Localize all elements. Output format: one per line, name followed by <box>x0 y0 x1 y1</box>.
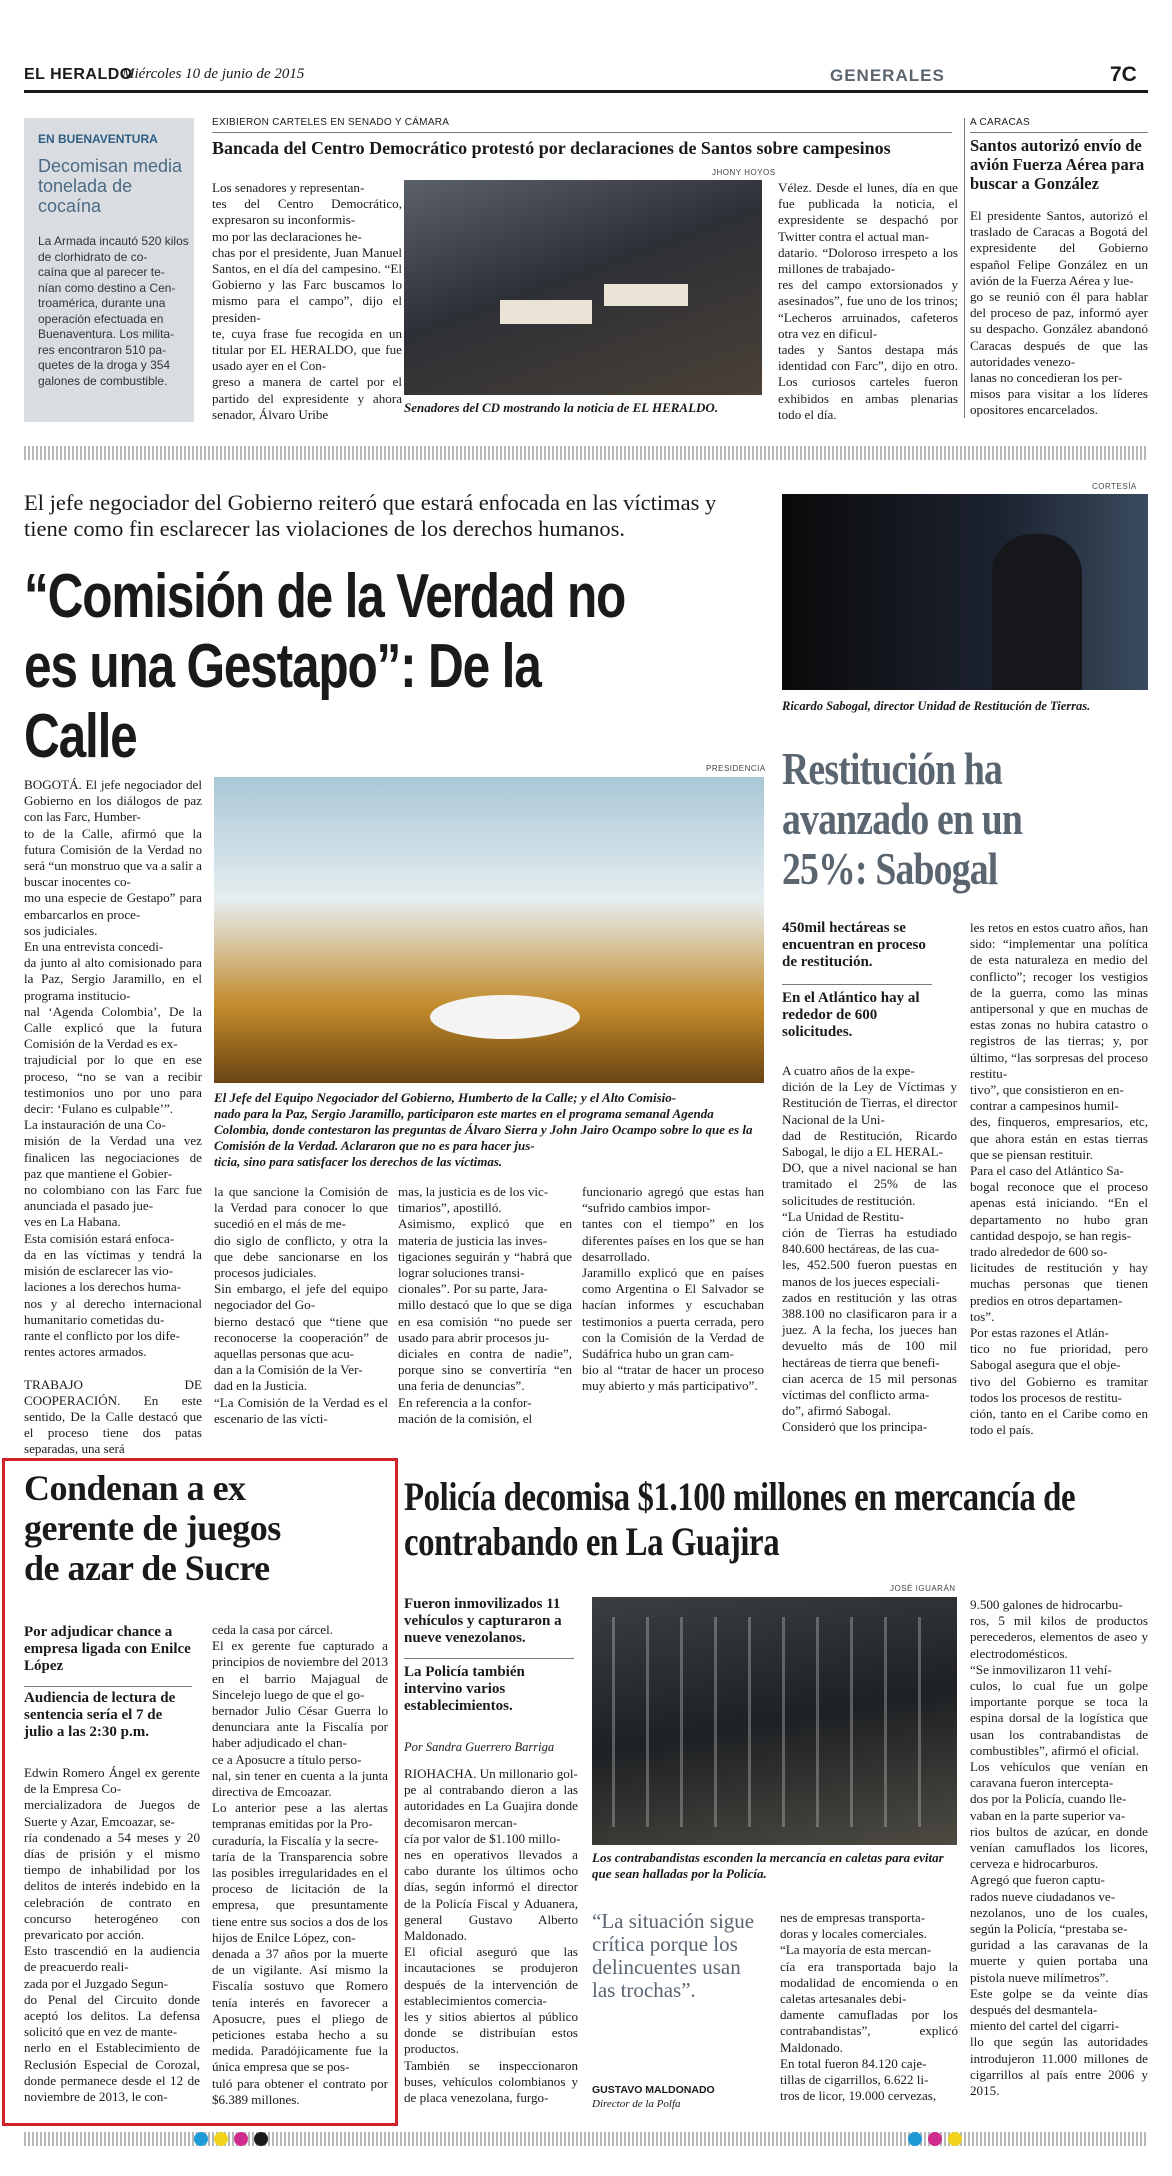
story2-kicker-rule <box>970 132 1148 133</box>
story2-kicker: A CARACAS <box>970 117 1030 128</box>
deck-rule <box>24 1686 192 1687</box>
deck-rule <box>404 1658 574 1659</box>
masthead-rule <box>24 90 1148 93</box>
policia-byline: Por Sandra Guerrero Barriga <box>404 1740 555 1754</box>
policia-deck-1: Fueron inmovilizados 11 vehículos y capturaron a nueve venezolanos. <box>404 1596 562 1646</box>
speaker-figure <box>992 534 1082 690</box>
main-column-2: la que sancione la Comisión de la Verdad para conocer lo que sucedió en el más de me- dio siglo de conflicto, y otra la que debe sancionarse en los procesos judiciales. Sin embargo, el jefe del equipo negociador del Go- bierno destacó que “tiene que reconocerse la cooperación” de aquellas personas que acu- dan a la Comisión de la Ver- dad en la Justicia. “La Comisión de la Verdad es el escenario de las vícti- <box>214 1184 388 1426</box>
story1-headline: Bancada del Centro Democrático protestó por declaraciones de Santos sobre campesinos <box>212 138 891 158</box>
main-photo <box>214 777 764 1083</box>
main-photo-credit: PRESIDENCIA <box>706 764 766 773</box>
truck-cage <box>612 1617 937 1827</box>
condenan-deck-1: Por adjudicar chance a empresa ligada con Enilce López <box>24 1624 191 1674</box>
studio-table <box>430 995 580 1039</box>
restitucion-headline: Restitución ha avanzado en un 25%: Sabogal <box>782 743 1023 894</box>
portrait-photo <box>782 494 1148 690</box>
condenan-headline: Condenan a ex gerente de juegos de azar de Sucre <box>24 1468 281 1588</box>
masthead-date: Miércoles 10 de junio de 2015 <box>122 66 305 82</box>
pull-quote-name: GUSTAVO MALDONADO <box>592 2084 715 2096</box>
main-column-3: mas, la justicia es de los vic- timarios”, apostilló. Asimismo, explicó que en materia de justicia las inves- tigaciones seguirán y “habrá que lograr soluciones transi- cionales”. Por su parte, Jara- millo destacó que lo que se diga en esa comisión “no puede ser usado para abrir procesos ju- diciales en contra de nadie”, porque sino se convertiría “en una feria de denuncias”. En referencia a la confor- mación de la comisión, el <box>398 1184 572 1426</box>
section-separator <box>24 446 1148 460</box>
senate-banner <box>604 284 688 306</box>
story1-photo-caption: Senadores del CD mostrando la noticia de EL HERALDO. <box>404 400 719 415</box>
main-summary: El jefe negociador del Gobierno reiteró que estará enfocada en las víctimas y tiene como fin esclarecer las violaciones de los derechos humanos. <box>24 490 717 541</box>
registration-dot-cyan <box>194 2132 208 2146</box>
story1-photo <box>404 180 762 395</box>
policia-column-4: 9.500 galones de hidrocarbu- ros, 5 mil kilos de productos perecederos, elementos de aseo y electrodomésticos. “Se inmovilizaron 11 vehí- culos, lo cual fue un golpe importante porque se toca la espina dorsal de la logística que usan los contrabandistas de combustibles”, afirmó el oficial. Los vehículos que venían en caravana fueron intercepta- dos por la Policía, cuando lle- vaban en la parte superior va- rios bultos de azúcar, en donde venían camuflados los licores, cerveza e hidrocarburos. Agregó que fueron captu- rados nueve ciudadanos ve- nezolanos, uno de los cuales, según la Policía, “prestaba se- guridad a las caravanas de la muerte y quien portaba una pistola nueve milímetros”. Este golpe se da veinte días después del desmantela- miento del cartel del cigarri- llo que según las autoridades introdujeron 11.000 millones de cigarrillos al país entre 2006 y 2015. <box>970 1597 1148 2099</box>
main-left-column: BOGOTÁ. El jefe negociador del Gobierno en los diálogos de paz con las Farc, Humber- to de la Calle, afirmó que la futura Comisión de la Verdad no será “un monstruo que va a salir a buscar inocentes co- mo una especie de Gestapo” para embarcarlos en proce- sos judiciales. En una entrevista concedi- da junto al alto comisionado para la Paz, Sergio Jaramillo, en el programa institucio- nal ‘Agenda Colombia’, De la Calle explicó que la futura Comisión de la Verdad es ex- trajudicial por lo que en ese proceso, “no se van a recibir testimonios uno por uno para decir: ‘Fulano es culpable’”. La instauración de una Co- misión de la Verdad una vez finalicen las negociaciones de paz que mantiene el Gobier- no colombiano con las Farc fue anunciada el pasado jue- ves en La Habana. Esta comisión estará enfoca- da en las víctimas y tendrá la misión de esclarecer las vio- laciones a los derechos huma- nos y al derecho internacional humanitario cometidas du- rante el conflicto por los dife- rentes actores armados. TRABAJO DE COOPERACIÓN. En este sentido, De la Calle destacó que el proceso tiene dos patas separadas, una será <box>24 777 202 1457</box>
registration-dot-magenta <box>234 2132 248 2146</box>
masthead-brand: EL HERALDO <box>24 66 133 83</box>
main-photo-caption: El Jefe del Equipo Negociador del Gobierno, Humberto de la Calle; y el Alto Comisio- nado para la Paz, Sergio Jaramillo, participaron este martes en el programa semanal Agenda Colombia, donde contestaron las preguntas de Álvaro Sierra y John Jairo Ocampo sobre lo que es la Comisión de la Verdad. Aclararon que no es para hacer jus- ticia, sino para satisfacer los derechos de las víctimas. <box>214 1090 753 1169</box>
sidebar-body: La Armada incautó 520 kilos de clorhidrato de co- caína que al parecer te- nían como destino a Cen- troamérica, durante una operación efectuada en Buenaventura. Los milita- res encontraron 510 pa- quetes de la droga y 354 galones de combustible. <box>38 234 189 388</box>
sidebar-headline: Decomisan media tonelada de cocaína <box>38 156 183 216</box>
policia-headline: Policía decomisa $1.100 millones en mercancía de contrabando en La Guajira <box>404 1474 1076 1564</box>
policia-photo-caption: Los contrabandistas esconden la mercancía en caletas para evitar que sean halladas por la Policía. <box>592 1850 944 1881</box>
policia-pull-quote: “La situación sigue crítica porque los delincuentes usan las trochas”. <box>592 1909 755 2002</box>
story2-body: El presidente Santos, autorizó el traslado de Caracas a Bogotá del expresidente del Gobierno español Felipe González en un avión de la Fuerza Aérea y lue- go se reunió con él para hablar del proceso de paz, informó ayer su despacho. González abandonó Caracas después de que las autoridades venezo- lanas no concedieran los per- misos para visitar a los líderes opositores encarcelados. <box>970 208 1148 418</box>
sidebar-box <box>24 118 194 422</box>
policia-photo-credit: JOSÉ IGUARÁN <box>890 1584 956 1593</box>
portrait-credit: CORTESÍA <box>1092 482 1137 491</box>
restitucion-deck-2: En el Atlántico hay al rededor de 600 solicitudes. <box>782 990 920 1040</box>
story1-kicker: EXIBIERON CARTELES EN SENADO Y CÁMARA <box>212 117 450 128</box>
senate-banner <box>500 300 592 324</box>
condenan-deck-2: Audiencia de lectura de sentencia sería el 7 de julio a las 2:30 p.m. <box>24 1690 176 1740</box>
story1-column-2: Vélez. Desde el lunes, día en que fue publicada la noticia, el expresidente se despachó por Twitter contra el actual man- datario. “Doloroso irrespeto a los millones de trabajado- res del campo extorsionados y asesinados”, fue uno de los trinos; “Lecheros arruinados, cafeteros otra vez en dificul- tades y Santos destapa más identidad con Farc”, dijo en otro. Los curiosos carteles fueron exhibidos en ambas plenarias todo el día. <box>778 180 958 422</box>
registration-dot-black <box>254 2132 268 2146</box>
story1-kicker-rule <box>212 132 952 133</box>
restitucion-column-1: A cuatro años de la expe- dición de la Ley de Víctimas y Restitución de Tierras, el director Nacional de la Uni- dad de Restitución, Ricardo Sabogal, le dijo a EL HERAL- DO, que a nivel nacional se han tramitado el 25% de las solicitudes de restitución. “La Unidad de Restitu- ción de Tierras ha estudiado 840.600 hectáreas, de las cua- les, 452.500 fueron puestas en manos de los jueces especiali- zados en restitución y las otras 388.100 no clasificaron para ir a juez. A la fecha, los jueces han devuelto más de 100 mil hectáreas de tierra que benefi- cian acerca de 15 mil personas víctimas del conflicto arma- do”, afirmó Sabogal. Consideró que los principa- <box>782 1063 957 1435</box>
condenan-column-2: ceda la casa por cárcel. El ex gerente fue capturado a principios de noviembre del 2013 en el barrio Majagual de Sincelejo luego de que el go- bernador Julio César Guerra lo denunciara ante la Fiscalía por haber adjudicado el chan- ce a Aposucre a título perso- nal, sin tener en cuenta a la junta directiva de Emcoazar. Lo anterior pese a las alertas tempranas emitidas por la Pro- curaduría, la Fiscalía y la secre- taría de la Transparencia sobre las posibles irregularidades en el proceso de licitación de la empresa, que presuntamente tiene entre sus socios a dos de los hijos de Enilce López, con- denada a 37 años por la muerte de un vigilante. Así mismo la Fiscalía sostuvo que Romero tenía interés en favorecer a Aposucre, pues el pliego de peticiones estaba hecho a su medida. Paradójicamente fue la única empresa que se pos- tuló para obtener el contrato por $6.389 millones. <box>212 1622 388 2107</box>
story2-headline: Santos autorizó envío de avión Fuerza Aérea para buscar a González <box>970 136 1145 193</box>
policia-deck-2: La Policía también intervino varios establecimientos. <box>404 1664 525 1714</box>
deck-rule <box>782 984 932 985</box>
story1-column-1: Los senadores y representan- tes del Centro Democrático, expresaron su inconformis- mo por las declaraciones he- chas por el presidente, Juan Manuel Santos, en el día del campesino. “El Gobierno y las Farc buscamos lo mismo para el campo”, dijo el presiden- te, cuya frase fue recogida en un titular por EL HERALDO, que fue usado ayer en el Con- greso a manera de cartel por el partido del expresidente y ahora senador, Álvaro Uribe <box>212 180 402 422</box>
story1-photo-credit: JHONY HOYOS <box>712 168 776 177</box>
page-number: 7C <box>1110 63 1137 86</box>
sidebar-kicker: EN BUENAVENTURA <box>38 132 158 146</box>
portrait-caption: Ricardo Sabogal, director Unidad de Restitución de Tierras. <box>782 699 1091 713</box>
pull-quote-role: Director de la Polfa <box>592 2098 681 2110</box>
section-name: GENERALES <box>830 66 945 85</box>
column-divider <box>964 118 965 418</box>
main-headline: “Comisión de la Verdad no es una Gestapo”: De la Calle <box>24 562 626 771</box>
registration-dot-yellow <box>214 2132 228 2146</box>
registration-dot-magenta <box>928 2132 942 2146</box>
restitucion-deck-1: 450mil hectáreas se encuentran en proceso de restitución. <box>782 920 926 970</box>
policia-column-3: nes de empresas transporta- doras y locales comerciales. “La mayoría de esta mercan- cía era transportada bajo la modalidad de encomienda o en caletas artesanales debi- damente camufladas por los contrabandistas”, explicó Maldonado. En total fueron 84.120 caje- tillas de cigarrillos, 6.622 li- tros de licor, 19.000 cervezas, <box>780 1910 958 2104</box>
registration-dot-cyan <box>908 2132 922 2146</box>
policia-column-1: RIOHACHA. Un millonario gol- pe al contrabando dieron a las autoridades en La Guajira donde decomisaron mercan- cía por valor de $1.100 millo- nes en operativos llevados a cabo durante los últimos ocho días, según informó el director de la Policía Fiscal y Aduanera, general Gustavo Alberto Maldonado. El oficial aseguró que las incautaciones se produjeron después de la intervención de establecimientos comercia- les y sitios abiertos al público donde se distribuían estos productos. También se inspeccionaron buses, vehículos colombianos y de placa venezolana, furgo- <box>404 1766 578 2106</box>
registration-dot-yellow <box>948 2132 962 2146</box>
policia-photo <box>592 1597 957 1845</box>
print-bar <box>24 2132 1148 2146</box>
restitucion-column-2: les retos en estos cuatro años, han sido: “implementar una política de esta naturaleza en medio del conflicto”; recoger los vestigios de la guerra, como las minas antipersonal y que en muchas de estas zonas no hubira catastro o registros de las tierras; y, por último, “las sorpresas del proceso restitu- tivo”, que consistieron en en- contrar a campesinos humil- des, finqueros, empresarios, etc, que ahora están en estas tierras que se piensan restituir. Para el caso del Atlántico Sa- bogal reconoce que el proceso apenas está iniciando. “En el departamento no hubo gran cantidad despojo, se han regis- trado alrededor de 600 so- licitudes de restitución y hay muchas personas que tienen predios en otros departamen- tos”. Por estas razones el Atlán- tico no fue prioridad, pero Sabogal asegura que el obje- tivo del Gobierno es tramitar todos los procesos de restitu- ción, tanto en el Caribe como en todo el país. <box>970 920 1148 1438</box>
main-column-4: funcionario agregó que estas han “sufrido cambios impor- tantes con el tiempo” en los diferentes países en los que se han desarrollado. Jaramillo explicó que en países como Argentina o El Salvador se hacían informes y escuchaban testimonios a puerta cerrada, pero con la Comisión de la Verdad de Sudáfrica hubo un gran cam- bio al “tratar de hacer un proceso muy abierto y más participativo”. <box>582 1184 764 1394</box>
condenan-column-1: Edwin Romero Ángel ex gerente de la Empresa Co- mercializadora de Juegos de Suerte y Azar, Emcoazar, se- ría condenado a 54 meses y 20 días de prisión y el mismo tiempo de inhabilidad por los delitos de interés indebido en la celebración de contrato en concurso heterogéneo con prevaricato por acción. Esto trascendió en la audiencia de preacuerdo reali- zada por el Juzgado Segun- do Penal del Circuito donde aceptó los delitos. La defensa solicitó que en vez de mante- nerlo en el Establecimiento de Reclusión Especial de Corozal, donde permanece desde el 12 de noviembre de 2013, le con- <box>24 1765 200 2105</box>
